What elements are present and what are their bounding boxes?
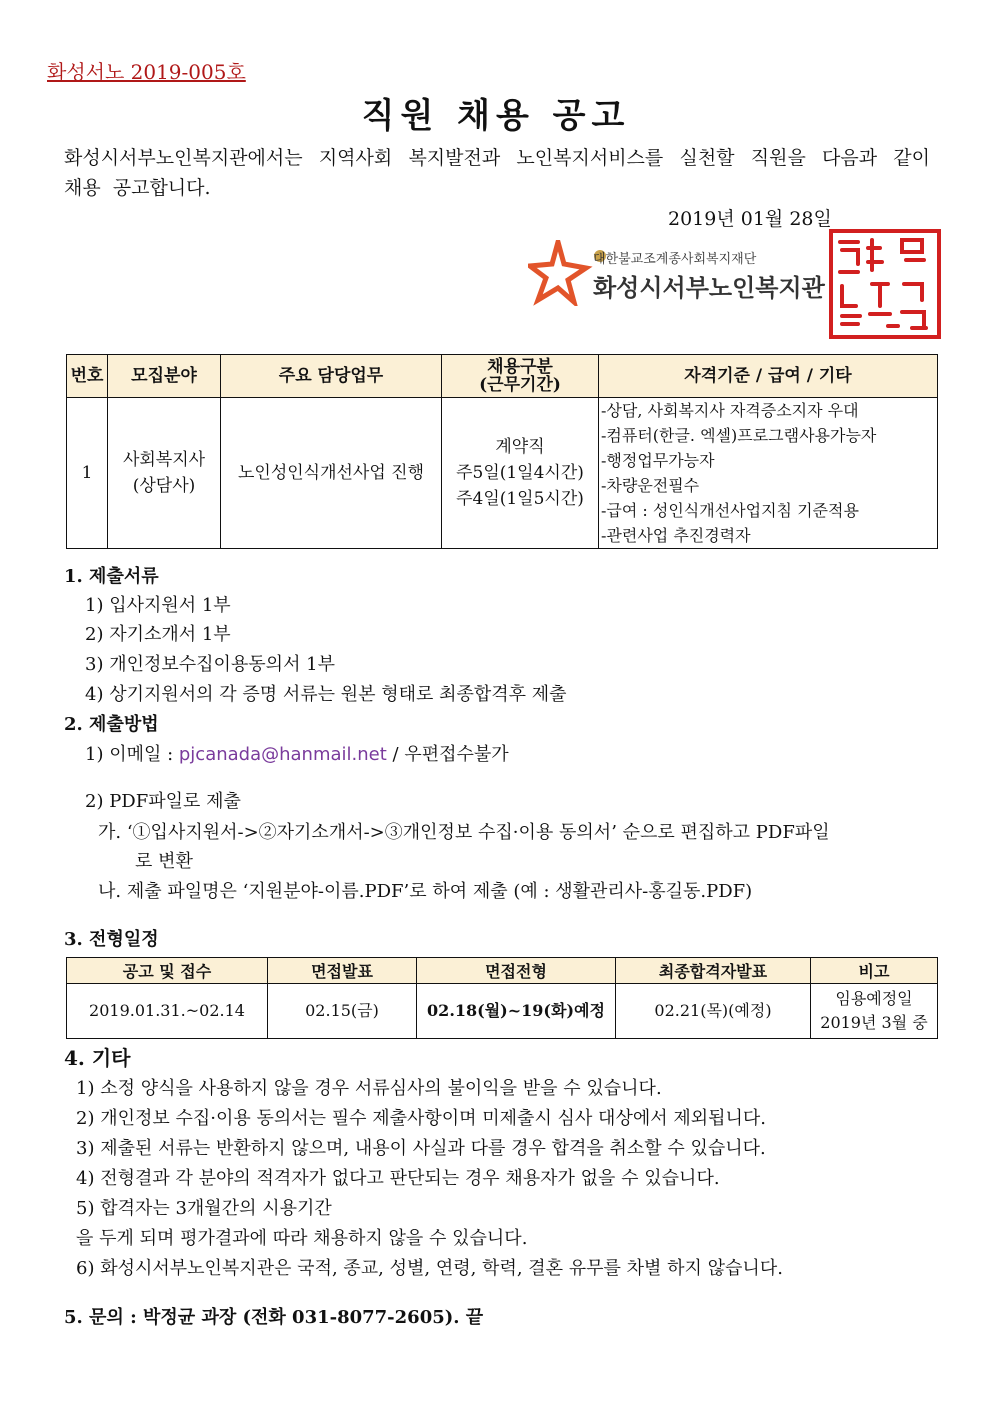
list-item: 을 두게 되며 평가결과에 따라 채용하지 않을 수 있습니다. — [76, 1228, 528, 1249]
cell-duty: 노인성인식개선사업 진행 — [221, 398, 442, 549]
col-header-field: 모집분야 — [108, 355, 221, 398]
qualification-item: -관련사업 추진경력자 — [601, 526, 751, 545]
cell-interview: 02.18(월)~19(화)예정 — [417, 984, 616, 1039]
logo-org-name: 화성시서부노인복지관 — [593, 274, 825, 302]
schedule-table — [66, 957, 938, 1039]
email-link[interactable]: pjcanada@hanmail.net — [178, 744, 387, 765]
col-header-duty: 주요 담당업무 — [221, 355, 442, 398]
field-line: 사회복지사 — [122, 450, 206, 470]
list-item: 로 변환 — [135, 851, 193, 872]
recruit-table-header-row — [67, 355, 938, 398]
cell-qualifications — [599, 398, 938, 549]
list-item: 가. ‘①입사지원서->②자기소개서->③개인정보 수집·이용 동의서’ 순으로 편집하고 PDF파일 — [98, 822, 830, 843]
email-line — [85, 740, 509, 766]
contact-line: 5. 문의 : 박정균 과장 (전화 031-8077-2605). 끝 — [64, 1307, 484, 1328]
col-header-interview: 면접전형 — [417, 958, 616, 984]
email-suffix: / 우편접수불가 — [386, 744, 509, 765]
qualification-item: -컴퓨터(한글. 엑셀)프로그램사용가능자 — [601, 426, 877, 445]
type-line: 주4일(1일5시간) — [456, 489, 584, 509]
qualification-item: -차량운전필수 — [601, 476, 700, 495]
remarks-line: 2019년 3월 중 — [820, 1013, 928, 1032]
section4-title: 4. 기타 — [64, 1046, 131, 1070]
section1-title: 1. 제출서류 — [64, 566, 159, 587]
qualification-item: -행정업무가능자 — [601, 451, 715, 470]
list-item: 2) PDF파일로 제출 — [85, 791, 241, 812]
table-row — [67, 398, 938, 549]
cell-remarks — [811, 984, 938, 1039]
logo-foundation-text: 대한불교조계종사회복지재단 — [593, 252, 757, 267]
list-item: 2) 자기소개서 1부 — [85, 624, 231, 645]
col-header-number: 번호 — [67, 355, 108, 398]
col-header-notice: 공고 및 접수 — [67, 958, 268, 984]
cell-notice: 2019.01.31.~02.14 — [67, 984, 268, 1039]
recruit-table — [66, 354, 938, 549]
list-item: 2) 개인정보 수집·이용 동의서는 필수 제출사항이며 미제출시 심사 대상에서 제외됩니다. — [76, 1108, 766, 1129]
official-seal — [828, 228, 942, 340]
document-number: 화성서노 2019-005호 — [47, 60, 246, 84]
col-header-qualifications: 자격기준 / 급여 / 기타 — [599, 355, 938, 398]
cell-final: 02.21(목)(예정) — [616, 984, 811, 1039]
list-item: 6) 화성시서부노인복지관은 국적, 종교, 성별, 연령, 학력, 결혼 유무를 차별 하지 않습니다. — [76, 1258, 783, 1279]
col-header-type: 채용구분 (근무기간) — [442, 355, 599, 398]
intro-paragraph: 화성시서부노인복지관에서는 지역사회 복지발전과 노인복지서비스를 실천할 직원을 다음과 같이 채용 공고합니다. — [64, 147, 930, 199]
type-line: 계약직 — [495, 437, 545, 457]
email-prefix: 1) 이메일 : — [85, 744, 179, 765]
col-header-remarks: 비고 — [811, 958, 938, 984]
qualification-item: -상담, 사회복지사 자격증소지자 우대 — [601, 401, 859, 420]
list-item: 3) 개인정보수집이용동의서 1부 — [85, 654, 336, 675]
list-item: 4) 상기지원서의 각 증명 서류는 원본 형태로 최종합격후 제출 — [85, 684, 567, 705]
list-item: 1) 입사지원서 1부 — [85, 595, 231, 616]
list-item: 5) 합격자는 3개월간의 시용기간 — [76, 1198, 332, 1219]
cell-type — [442, 398, 599, 549]
type-line: 주5일(1일4시간) — [456, 463, 584, 483]
section2-title: 2. 제출방법 — [64, 714, 159, 735]
qualification-item: -급여 : 성인식개선사업지침 기준적용 — [601, 501, 859, 520]
col-header-interview-notice: 면접발표 — [268, 958, 417, 984]
col-header-final: 최종합격자발표 — [616, 958, 811, 984]
schedule-header-row — [67, 958, 938, 984]
remarks-line: 임용예정일 — [835, 989, 913, 1008]
list-item: 3) 제출된 서류는 반환하지 않으며, 내용이 사실과 다를 경우 합격을 취소할 수 있습니다. — [76, 1138, 766, 1159]
table-row — [67, 984, 938, 1039]
cell-interview-notice: 02.15(금) — [268, 984, 417, 1039]
list-item: 1) 소정 양식을 사용하지 않을 경우 서류심사의 불이익을 받을 수 있습니다. — [76, 1078, 662, 1099]
field-line: (상담사) — [132, 476, 196, 496]
section3-title: 3. 전형일정 — [64, 929, 159, 950]
cell-number: 1 — [67, 398, 108, 549]
list-item: 나. 제출 파일명은 ‘지원분야-이름.PDF’로 하여 제출 (예 : 생활관리사-홍길동.PDF) — [98, 881, 753, 902]
page-title: 직원 채용 공고 — [361, 96, 631, 136]
cell-field — [108, 398, 221, 549]
announcement-date: 2019년 01월 28일 — [668, 208, 832, 230]
list-item: 4) 전형결과 각 분야의 적격자가 없다고 판단되는 경우 채용자가 없을 수 있습니다. — [76, 1168, 720, 1189]
